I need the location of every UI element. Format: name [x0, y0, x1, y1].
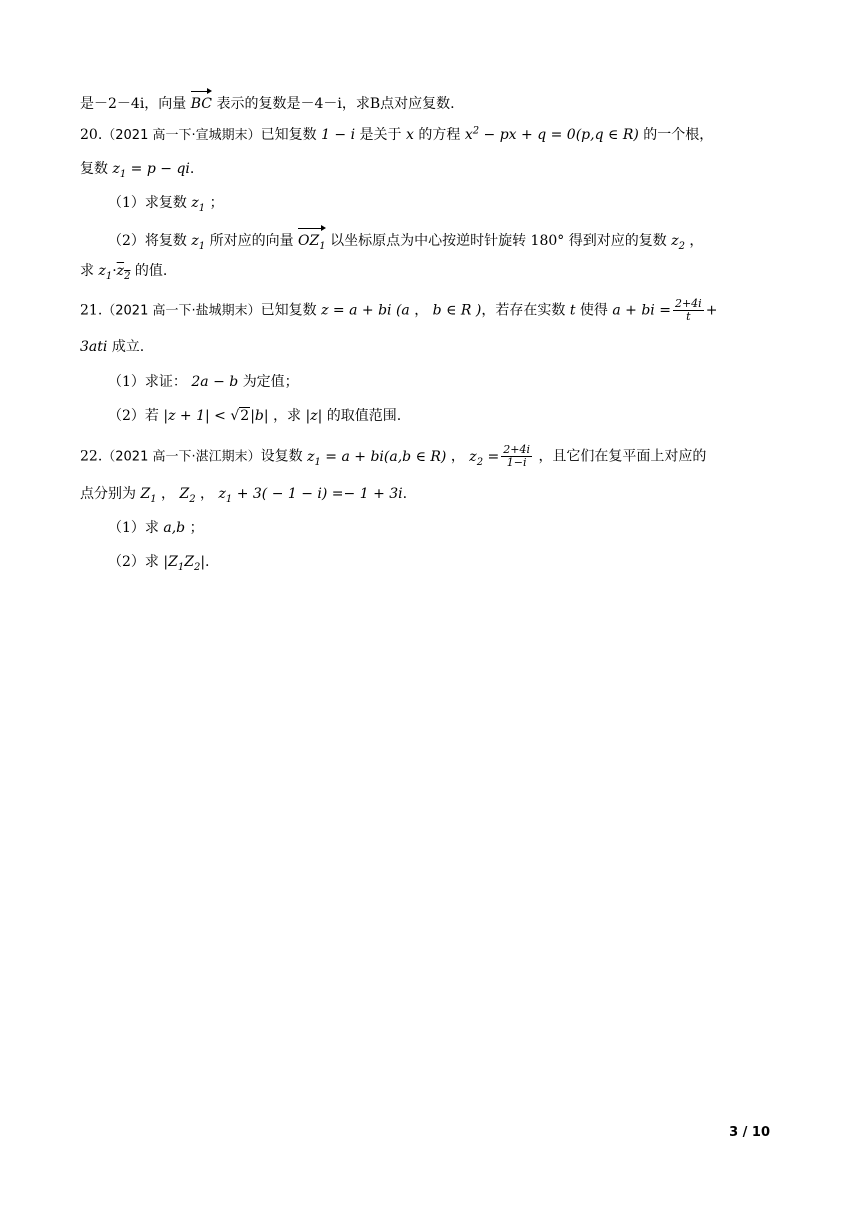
math-sub: 1 — [119, 168, 127, 180]
question-number: 21. — [80, 302, 103, 319]
text: （1）求复数 — [108, 195, 187, 211]
math — [98, 263, 131, 282]
math — [191, 233, 206, 252]
math — [191, 195, 206, 214]
text: （2）若 — [108, 408, 159, 424]
math: z = a + bi (a — [321, 302, 410, 319]
math-sub: 1 — [150, 493, 157, 505]
math-var: z — [191, 233, 199, 249]
question-22-line-2 — [80, 484, 407, 504]
radicand: 2 — [240, 408, 250, 424]
math-var: x — [464, 127, 473, 143]
math — [179, 486, 196, 505]
text: 求 — [80, 263, 94, 279]
math — [112, 161, 190, 180]
math-sub: 2 — [476, 456, 484, 468]
math: t — [569, 302, 576, 319]
math — [465, 127, 639, 143]
vector-bc: BC — [191, 90, 212, 114]
math-op: · — [112, 263, 117, 279]
question-21-line-2 — [80, 337, 144, 357]
fraction-numerator: 2+4i — [674, 297, 702, 310]
text: （2）将复数 — [108, 233, 187, 249]
math-var: z — [98, 263, 106, 279]
conjugate — [116, 263, 131, 282]
math: |z| — [305, 408, 323, 424]
math-var: z — [307, 448, 315, 465]
text: 设复数 — [260, 448, 303, 465]
math: + — [705, 302, 718, 319]
math: 3ati — [80, 339, 108, 355]
math-var: z — [469, 448, 477, 465]
text: 已知复数 — [260, 302, 317, 319]
math: a + bi = — [612, 302, 671, 319]
math-sub: 1 — [225, 493, 233, 505]
question-21-part-2 — [108, 406, 401, 426]
math-sub: 2 — [124, 270, 131, 282]
math-rest: = p − qi — [126, 161, 190, 177]
math — [469, 448, 500, 468]
text: . — [402, 486, 408, 502]
text: 的方程 — [418, 127, 461, 143]
text: 使得 — [579, 302, 608, 319]
text: . — [205, 554, 210, 570]
text: ， — [450, 448, 465, 465]
text: 表示的复数是－4－i，求B点对应复数. — [216, 96, 455, 112]
math: 1 − i — [321, 127, 356, 143]
text: （2）求 — [108, 554, 159, 570]
math-sub: 1 — [314, 456, 321, 468]
fraction — [673, 298, 704, 323]
math-rest: = — [483, 448, 500, 465]
math-var: z — [191, 195, 199, 211]
text: 点分别为 — [80, 486, 136, 502]
text: （1）求 — [108, 520, 159, 536]
fraction — [501, 444, 532, 469]
question-20-line-1 — [80, 125, 713, 146]
text: 的一个根， — [643, 127, 714, 143]
fraction-numerator: 2+4i — [503, 443, 530, 456]
math-sub: 2 — [193, 561, 201, 573]
math-var: z — [671, 233, 679, 249]
math-rest: |z + 1| < — [163, 408, 226, 424]
math: 180° — [530, 233, 565, 249]
radical-sign: √ — [230, 408, 240, 424]
question-source: （2021 高一下·宣城期末） — [102, 128, 261, 143]
math-var: z — [218, 486, 226, 502]
math-sub: 2 — [189, 493, 196, 505]
math-sub: 1 — [105, 270, 113, 282]
math-sup: 2 — [472, 125, 480, 137]
vector-label: OZ — [298, 233, 320, 249]
text: ，求 — [273, 408, 302, 424]
text: ， — [161, 486, 176, 502]
math-rest: + 3( − 1 − i) =− 1 + 3i — [232, 486, 403, 502]
math: x — [406, 127, 414, 143]
math-sub: 1 — [177, 561, 185, 573]
math-rest: | — [200, 554, 206, 570]
text: 得到对应的复数 — [568, 233, 667, 249]
math-rest: = a + bi(a,b ∈ R) — [320, 448, 447, 465]
page-number: 3 / 10 — [729, 1125, 770, 1140]
math-sub: 2 — [678, 240, 685, 252]
fraction-denominator: t — [686, 310, 691, 323]
line-prev-question-end — [80, 90, 455, 114]
question-22-part-1 — [108, 518, 204, 538]
question-number: 22. — [80, 448, 103, 465]
text: 已知复数 — [260, 127, 317, 143]
math-var: Z — [140, 486, 151, 502]
math-var: Z — [179, 486, 190, 502]
math — [163, 408, 268, 424]
text: ， — [414, 302, 429, 319]
math-rest: |b| — [250, 408, 269, 424]
math-var: z — [112, 161, 120, 177]
text: ，若存在实数 — [481, 302, 566, 319]
question-22-line-1 — [80, 444, 706, 469]
math-sub: 1 — [198, 240, 206, 252]
math — [163, 554, 206, 573]
math-var: z — [116, 263, 125, 279]
math — [307, 448, 447, 468]
text: . — [189, 161, 195, 177]
math: 2a − b — [191, 374, 239, 390]
question-source: （2021 高一下·湛江期末） — [102, 449, 261, 465]
text: 以坐标原点为中心按逆时针旋转 — [330, 233, 527, 249]
math — [671, 233, 685, 252]
text: 复数 — [80, 161, 108, 177]
question-22-part-2 — [108, 552, 209, 572]
text: （1）求证： — [108, 374, 187, 390]
question-20-line-2 — [80, 159, 194, 179]
vector-oz1 — [298, 227, 326, 251]
text: 所对应的向量 — [209, 233, 294, 249]
math: b ∈ R ) — [432, 302, 482, 319]
vector-sub: 1 — [319, 240, 326, 252]
question-number: 20. — [80, 127, 103, 143]
math-sub: 1 — [198, 202, 206, 214]
math-rest: |Z — [163, 554, 178, 570]
text: 为定值； — [242, 374, 299, 390]
question-21-line-1 — [80, 298, 717, 323]
math-rest: − px + q = 0(p,q ∈ R) — [479, 127, 639, 143]
question-21-part-1 — [108, 372, 299, 392]
text: 的值. — [134, 263, 168, 279]
math — [140, 486, 157, 505]
math: a,b — [163, 520, 186, 536]
math — [218, 486, 403, 505]
question-20-part-2-cont — [80, 261, 167, 281]
text: ， — [689, 233, 704, 249]
text: 成立. — [111, 339, 145, 355]
fraction-denominator: 1−i — [506, 456, 527, 469]
square-root — [230, 408, 250, 424]
math-var: Z — [184, 554, 194, 570]
text: 是关于 — [359, 127, 402, 143]
text: ； — [189, 520, 204, 536]
text: ，且它们在复平面上对应的 — [538, 448, 707, 465]
text: 是－2－4i，向量 — [80, 96, 187, 112]
question-20-part-2 — [108, 227, 703, 251]
text: ； — [209, 195, 224, 211]
question-source: （2021 高一下·盐城期末） — [102, 303, 261, 319]
text: 的取值范围. — [326, 408, 402, 424]
text: ， — [200, 486, 215, 502]
question-20-part-1 — [108, 193, 224, 213]
